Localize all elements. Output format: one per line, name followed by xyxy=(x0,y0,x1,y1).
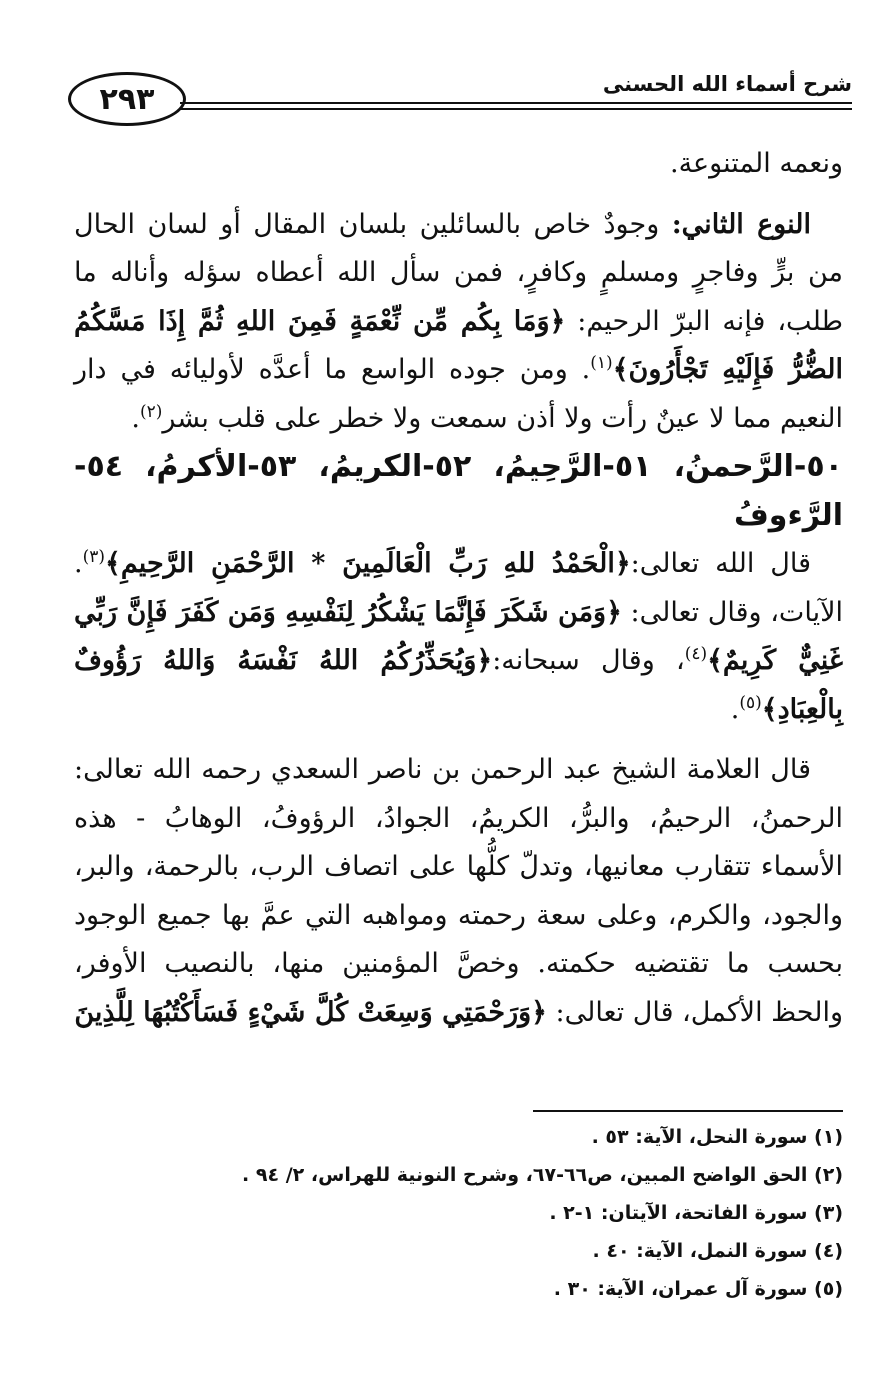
footnote-5: (٥) سورة آل عمران، الآية: ٣٠ . xyxy=(553,1278,843,1300)
paragraph-0-text: ونعمه المتنوعة. xyxy=(670,148,843,179)
paragraph-2-text-b: . الآيات، وقال تعالى: xyxy=(74,548,843,628)
quran-verse-4: ﴿وَيُحَذِّرُكُمُ اللهُ نَفْسَهُ وَاللهُ رَؤُوفٌ بِالْعِبَادِ﴾ xyxy=(74,645,843,725)
footnotes xyxy=(74,1118,843,1308)
paragraph-2-text-c: ، وقال سبحانه: xyxy=(492,645,685,676)
book-title: شرح أسماء الله الحسنى xyxy=(602,72,852,96)
quran-verse-5: ﴿وَرَحْمَتِي وَسِعَتْ كُلَّ شَيْءٍ فَسَأَكْتُبُهَا لِلَّذِينَ xyxy=(74,996,547,1028)
footnote-rule xyxy=(533,1110,843,1112)
footnote-ref-4: (٤) xyxy=(684,644,708,664)
quran-verse-1: ﴿وَمَا بِكُم مِّن نِّعْمَةٍ فَمِنَ اللهِ ثُمَّ إِذَا مَسَّكُمُ الضُّرُّ فَإِلَيْهِ تَجْأَرُونَ﴾ xyxy=(74,305,843,385)
paragraph-3-text: قال العلامة الشيخ عبد الرحمن بن ناصر السعدي رحمه الله تعالى: الرحمنُ، الرحيمُ، والبرُّ، الكريمُ، الجوادُ، الرؤوفُ، الوهابُ - هذه الأسماء تتقارب معانيها، وتدلّ كلُّها على اتصاف الرب، بالرحمة، والبر، والجود، والكرم، وعلى سعة رحمته ومواهبه التي عمَّ بها جميع الوجود بحسب ما تقتضيه حكمته. وخصَّ المؤمنين منها، بالنصيب الأوفر، والحظ الأكمل، قال تعالى: xyxy=(74,754,843,1028)
quran-verse-2: ﴿الْحَمْدُ للهِ رَبِّ الْعَالَمِينَ * الرَّحْمَنِ الرَّحِيمِ﴾ xyxy=(105,548,631,579)
paragraph-0 xyxy=(74,140,843,189)
page-number: ٢٩٣ xyxy=(68,72,186,126)
paragraph-2-end: . xyxy=(730,693,740,725)
paragraph-1-text-a: وجودٌ خاص بالسائلين بلسان المقال أو لسان الحال من برٍّ وفاجرٍ ومسلمٍ وكافرٍ، فمن سأل الله أعطاه سؤله وأناله ما طلب، فإنه البرّ الرحيم: xyxy=(74,208,843,337)
paragraph-1-end: . xyxy=(131,402,140,434)
paragraph-3 xyxy=(74,746,843,1037)
page-header xyxy=(68,68,852,138)
footnote-1: (١) سورة النحل، الآية: ٥٣ . xyxy=(591,1126,843,1148)
footnote-3: (٣) سورة الفاتحة، الآيتان: ١-٢ . xyxy=(549,1202,843,1224)
paragraph-1 xyxy=(74,201,843,444)
footnote-ref-2: (٢) xyxy=(139,401,163,422)
footnote-ref-3: (٣) xyxy=(82,547,106,567)
names-heading: ٥٠-الرَّحمنُ، ٥١-الرَّحِيمُ، ٥٢-الكريمُ، ٥٣-الأكرمُ، ٥٤-الرَّءوفُ xyxy=(74,449,843,533)
footnote-ref-5: (٥) xyxy=(739,692,762,713)
section-label: النوع الثاني: xyxy=(671,208,811,240)
paragraph-2 xyxy=(74,540,843,734)
paragraph-2-text-a: قال الله تعالى: xyxy=(630,548,811,579)
main-text xyxy=(74,140,843,1037)
quran-verse-3: ﴿وَمَن شَكَرَ فَإِنَّمَا يَشْكُرُ لِنَفْسِهِ وَمَن كَفَرَ فَإِنَّ رَبِّي غَنِيٌّ كَرِيمٌ﴾ xyxy=(74,596,843,676)
paragraph-1-text-b: . ومن جوده الواسع ما أعدَّه لأوليائه في دار النعيم مما لا عينٌ رأت ولا أذن سمعت ولا خطر على قلب بشر xyxy=(74,354,843,434)
header-rule xyxy=(180,102,852,110)
footnote-2: (٢) الحق الواضح المبين، ص٦٦-٦٧، وشرح النونية للهراس، ٢/ ٩٤ . xyxy=(242,1164,843,1186)
footnote-ref-1: (١) xyxy=(590,353,613,373)
footnote-4: (٤) سورة النمل، الآية: ٤٠ . xyxy=(592,1240,843,1262)
